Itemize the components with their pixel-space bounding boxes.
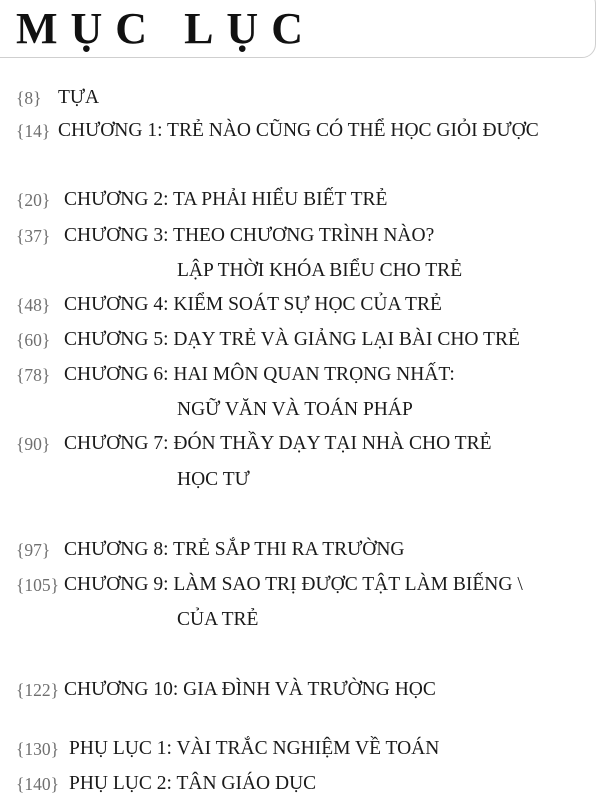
toc-page-number: {8} bbox=[16, 88, 42, 108]
toc-page-number: {130} bbox=[16, 739, 60, 759]
toc-page-number: {140} bbox=[16, 774, 60, 794]
toc-page-number: {90} bbox=[16, 434, 51, 454]
toc-entry-title: CHƯƠNG 10: GIA ĐÌNH VÀ TRƯỜNG HỌC bbox=[64, 679, 436, 700]
toc-entry-title: PHỤ LỤC 2: TÂN GIÁO DỤC bbox=[69, 773, 317, 794]
toc-entry-title: CHƯƠNG 1: TRẺ NÀO CŨNG CÓ THỂ HỌC GIỎI ĐƯỢC bbox=[58, 120, 539, 141]
toc-entry-title: CHƯƠNG 3: THEO CHƯƠNG TRÌNH NÀO? bbox=[64, 225, 435, 246]
toc-entry-continuation: LẬP THỜI KHÓA BIỂU CHO TRẺ bbox=[177, 260, 463, 281]
toc-entry-title: CHƯƠNG 2: TA PHẢI HIỂU BIẾT TRẺ bbox=[64, 189, 388, 210]
toc-entry-title: CHƯƠNG 6: HAI MÔN QUAN TRỌNG NHẤT: bbox=[64, 364, 455, 385]
toc-entry-title: PHỤ LỤC 1: VÀI TRẮC NGHIỆM VỀ TOÁN bbox=[69, 738, 440, 759]
toc-entry-continuation: HỌC TƯ bbox=[177, 469, 250, 490]
toc-entry-title: CHƯƠNG 9: LÀM SAO TRỊ ĐƯỢC TẬT LÀM BIẾNG \ bbox=[64, 574, 523, 595]
toc-entry-title: CHƯƠNG 4: KIỂM SOÁT SỰ HỌC CỦA TRẺ bbox=[64, 294, 442, 315]
toc-entry-title: CHƯƠNG 5: DẠY TRẺ VÀ GIẢNG LẠI BÀI CHO TRẺ bbox=[64, 329, 520, 350]
toc-page-number: {48} bbox=[16, 295, 51, 315]
toc-page-number: {105} bbox=[16, 575, 60, 595]
toc-page-number: {78} bbox=[16, 365, 51, 385]
toc-page-number: {20} bbox=[16, 190, 51, 210]
toc-entry-title: CHƯƠNG 8: TRẺ SẮP THI RA TRƯỜNG bbox=[64, 539, 405, 560]
toc-page-number: {122} bbox=[16, 680, 60, 700]
toc-page-number: {14} bbox=[16, 121, 51, 141]
toc-entry-title: TỰA bbox=[58, 87, 100, 108]
page-title: MỤC LỤC bbox=[16, 4, 316, 53]
toc-entry-continuation: CỦA TRẺ bbox=[177, 609, 259, 630]
toc-page-number: {37} bbox=[16, 226, 51, 246]
toc-entry-continuation: NGỮ VĂN VÀ TOÁN PHÁP bbox=[177, 399, 413, 420]
toc-page-number: {97} bbox=[16, 540, 51, 560]
toc-entry-title: CHƯƠNG 7: ĐÓN THẦY DẠY TẠI NHÀ CHO TRẺ bbox=[64, 433, 492, 454]
toc-page-number: {60} bbox=[16, 330, 51, 350]
